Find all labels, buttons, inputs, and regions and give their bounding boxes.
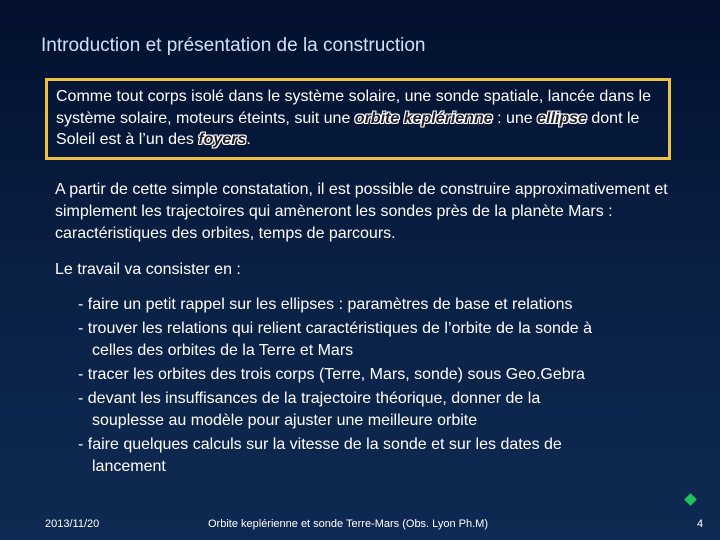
list-item [78,388,678,432]
keyword-orbite-keplerienne: orbite keplérienne [354,109,493,127]
list-item-text: - trouver les relations qui relient caractéristiques de l’orbite de la sonde à [78,320,593,337]
keyword-ellipse: ellipse [537,109,587,127]
list-item-text: - tracer les orbites des trois corps (Terre, Mars, sonde) sous Geo.Gebra [78,366,585,383]
box-text-3: dont le Soleil est à l’un des [56,109,640,148]
list-item-text: - faire quelques calculs sur la vitesse de la sonde et sur les dates de [78,436,562,453]
task-list [78,294,678,480]
footer-title: Orbite keplérienne et sonde Terre-Mars (Obs. Lyon Ph.M) [208,518,489,530]
highlight-box [45,78,671,160]
list-item [78,434,678,478]
list-item [78,364,678,386]
box-text-1: Comme tout corps isolé dans le système solaire, une sonde spatiale, lancée dans le système solaire, moteurs éteints, suit une [56,88,651,127]
list-item-continuation: celles des orbites de la Terre et Mars [92,342,354,359]
box-text-4: . [246,131,251,148]
list-item [78,318,678,362]
paragraph-construction: A partir de cette simple constatation, il est possible de construire approximativement et simplement les trajectoires qui amèneront les sondes près de la planète Mars : caractéristiques des orbites, temps de parcours. [55,181,668,242]
page-number: 4 [697,518,704,530]
keyword-foyers: foyers [198,131,247,148]
paragraph-travail: Le travail va consister en : [55,261,241,278]
list-item-continuation: lancement [92,458,166,475]
footer-date: 2013/11/20 [45,518,100,530]
list-item-continuation: souplesse au modèle pour ajuster une meilleure orbite [92,412,478,429]
list-item-text: - devant les insuffisances de la trajectoire théorique, donner de la [78,390,541,407]
list-item [78,294,678,316]
list-item-text: - faire un petit rappel sur les ellipses : paramètres de base et relations [78,296,573,313]
box-text-2: : une [492,109,538,127]
next-slide-diamond-icon[interactable] [684,493,697,506]
slide-title: Introduction et présentation de la construction [41,35,426,56]
